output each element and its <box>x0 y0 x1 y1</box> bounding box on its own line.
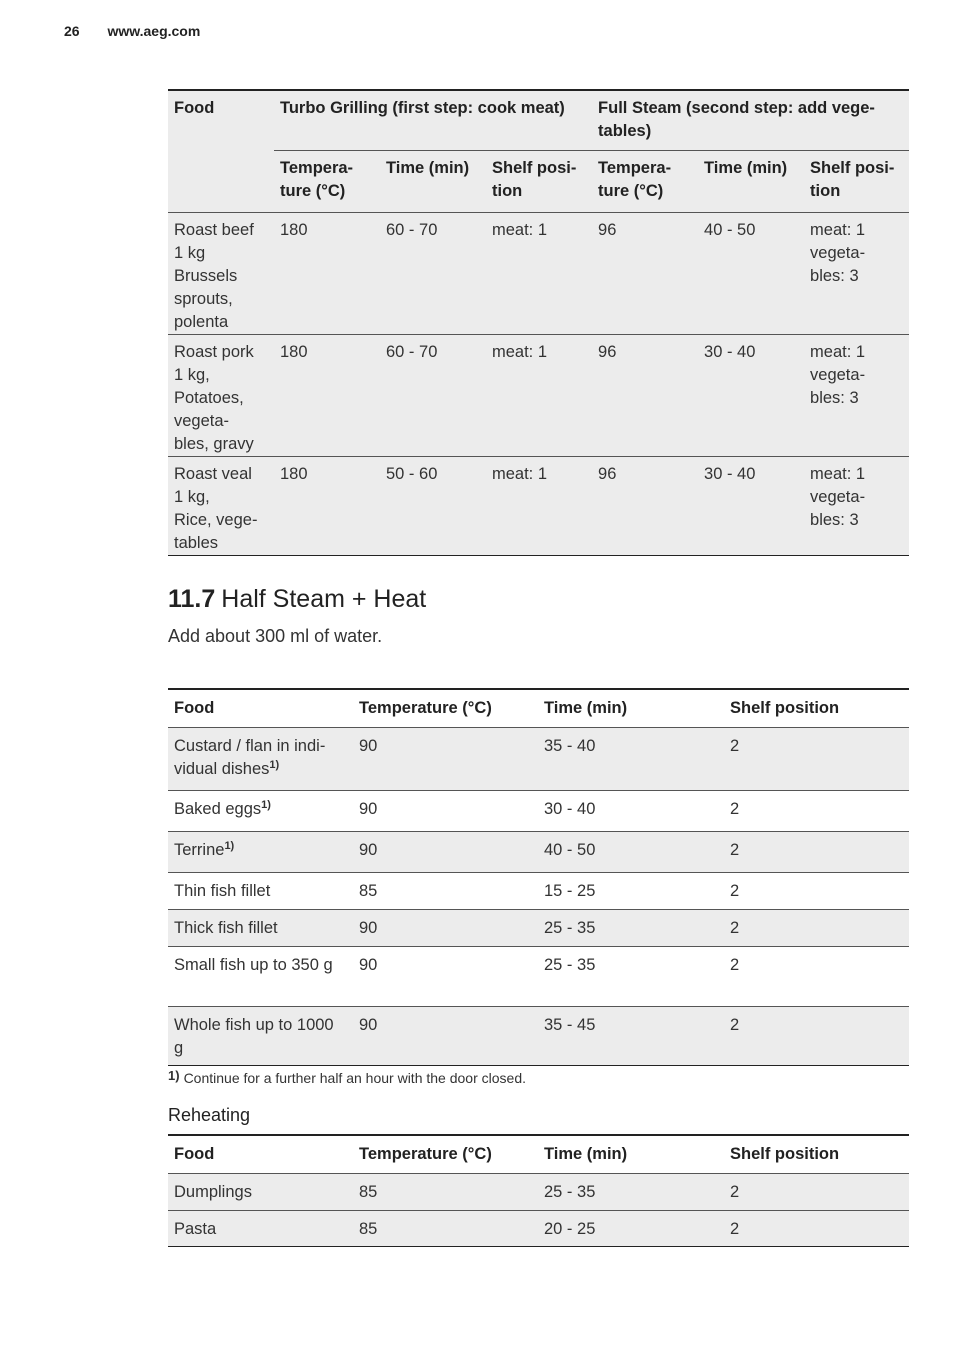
footnote <box>168 1068 526 1086</box>
table-row <box>168 335 909 457</box>
table-row <box>168 1007 909 1066</box>
food-name: Baked eggs <box>174 800 262 818</box>
shelf-cell <box>804 457 909 556</box>
sub-header: Tempera-ture (°C) <box>592 151 698 213</box>
food-header: Food <box>168 90 274 213</box>
temperature-cell: 90 <box>353 728 538 791</box>
sub-header: Time (min) <box>698 151 804 213</box>
food-name: Custard / flan in indi-vidual dishes <box>174 737 326 778</box>
temperature-cell: 180 <box>274 457 380 556</box>
shelf-cell: meat: 1 <box>486 457 592 556</box>
shelf-cell: 2 <box>724 1007 909 1066</box>
table-row <box>168 1211 909 1247</box>
page-number: 26 <box>64 23 80 39</box>
food-line: 1 kg, <box>174 488 210 506</box>
footnote-marker: 1) <box>224 840 235 852</box>
food-cell: Whole fish up to 1000 g <box>168 1007 353 1066</box>
food-line: 1 kg <box>174 244 206 262</box>
time-cell: 40 - 50 <box>538 832 724 873</box>
food-line: bles, gravy <box>174 435 254 453</box>
table-row <box>168 728 909 791</box>
time-cell: 25 - 35 <box>538 1174 724 1211</box>
food-cell <box>168 335 274 457</box>
food-line: Roast beef <box>174 221 254 239</box>
food-header: Food <box>168 689 353 728</box>
food-cell <box>168 832 353 873</box>
shelf-line: vegeta- <box>810 366 866 384</box>
temperature-cell: 90 <box>353 832 538 873</box>
shelf-cell <box>804 335 909 457</box>
time-cell: 40 - 50 <box>698 213 804 335</box>
full-steam-header: Full Steam (second step: add vege-tables) <box>592 90 909 151</box>
table-row <box>168 873 909 910</box>
shelf-cell: 2 <box>724 832 909 873</box>
food-line: polenta <box>174 313 229 331</box>
food-cell: Pasta <box>168 1211 353 1247</box>
time-cell: 25 - 35 <box>538 947 724 1007</box>
food-line: vegeta- <box>174 412 230 430</box>
time-cell: 60 - 70 <box>380 335 486 457</box>
temperature-cell: 90 <box>353 1007 538 1066</box>
table-row <box>168 832 909 873</box>
food-cell: Thin fish fillet <box>168 873 353 910</box>
temperature-cell: 90 <box>353 947 538 1007</box>
shelf-cell: 2 <box>724 728 909 791</box>
temperature-cell: 180 <box>274 213 380 335</box>
section-intro: Add about 300 ml of water. <box>168 626 383 646</box>
time-cell: 15 - 25 <box>538 873 724 910</box>
temperature-cell: 85 <box>353 1174 538 1211</box>
food-line: Brussels <box>174 267 238 285</box>
food-line: 1 kg, <box>174 366 210 384</box>
time-cell: 25 - 35 <box>538 910 724 947</box>
food-line: Potatoes, <box>174 389 244 407</box>
shelf-line: meat: 1 <box>810 221 866 239</box>
sub-header: Shelf posi-tion <box>486 151 592 213</box>
table-row <box>168 910 909 947</box>
food-cell: Thick fish fillet <box>168 910 353 947</box>
shelf-line: meat: 1 <box>810 465 866 483</box>
page-header <box>64 23 224 39</box>
shelf-cell: 2 <box>724 791 909 832</box>
sub-header: Tempera-ture (°C) <box>274 151 380 213</box>
temperature-header: Temperature (°C) <box>353 1135 538 1174</box>
shelf-line: bles: 3 <box>810 389 859 407</box>
shelf-line: bles: 3 <box>810 267 859 285</box>
temperature-cell: 90 <box>353 910 538 947</box>
food-header: Food <box>168 1135 353 1174</box>
temperature-cell: 96 <box>592 457 698 556</box>
time-cell: 30 - 40 <box>698 335 804 457</box>
time-header: Time (min) <box>538 689 724 728</box>
turbo-grilling-header: Turbo Grilling (first step: cook meat) <box>274 90 592 151</box>
footnote-marker: 1) <box>269 759 280 771</box>
table-row <box>168 947 909 1007</box>
time-cell: 35 - 45 <box>538 1007 724 1066</box>
table-row <box>168 213 909 335</box>
shelf-cell: meat: 1 <box>486 335 592 457</box>
shelf-header: Shelf position <box>724 1135 909 1174</box>
food-line: Roast veal <box>174 465 252 483</box>
shelf-header: Shelf position <box>724 689 909 728</box>
food-name: Terrine <box>174 841 225 859</box>
shelf-cell: 2 <box>724 873 909 910</box>
food-cell <box>168 791 353 832</box>
footnote-marker: 1) <box>168 1068 180 1083</box>
footnote-text: Continue for a further half an hour with the door closed. <box>183 1070 526 1086</box>
time-header: Time (min) <box>538 1135 724 1174</box>
shelf-line: meat: 1 <box>810 343 866 361</box>
footnote-marker: 1) <box>261 799 271 811</box>
temperature-header: Temperature (°C) <box>353 689 538 728</box>
time-cell: 30 - 40 <box>698 457 804 556</box>
half-steam-table <box>168 688 909 1066</box>
shelf-line: bles: 3 <box>810 511 859 529</box>
food-cell <box>168 213 274 335</box>
shelf-cell <box>804 213 909 335</box>
section-number: 11.7 <box>168 585 216 613</box>
shelf-cell: 2 <box>724 1211 909 1247</box>
food-cell <box>168 457 274 556</box>
food-cell: Dumplings <box>168 1174 353 1211</box>
time-cell: 60 - 70 <box>380 213 486 335</box>
table-row <box>168 791 909 832</box>
temperature-cell: 96 <box>592 213 698 335</box>
table-row <box>168 1174 909 1211</box>
shelf-cell: meat: 1 <box>486 213 592 335</box>
temperature-cell: 85 <box>353 873 538 910</box>
shelf-cell: 2 <box>724 910 909 947</box>
food-line: sprouts, <box>174 290 233 308</box>
time-cell: 30 - 40 <box>538 791 724 832</box>
combined-cooking-table <box>168 89 909 556</box>
food-line: Roast pork <box>174 343 254 361</box>
shelf-cell: 2 <box>724 1174 909 1211</box>
sub-header: Time (min) <box>380 151 486 213</box>
food-cell <box>168 728 353 791</box>
food-line: Rice, vege- <box>174 511 258 529</box>
section-title <box>168 585 426 614</box>
reheating-heading: Reheating <box>168 1105 251 1125</box>
temperature-cell: 180 <box>274 335 380 457</box>
temperature-cell: 85 <box>353 1211 538 1247</box>
table-row <box>168 457 909 556</box>
food-line: tables <box>174 534 219 552</box>
temperature-cell: 96 <box>592 335 698 457</box>
food-cell: Small fish up to 350 g <box>168 947 353 1007</box>
section-heading: Half Steam + Heat <box>221 585 427 613</box>
shelf-line: vegeta- <box>810 244 866 262</box>
shelf-line: vegeta- <box>810 488 866 506</box>
time-cell: 20 - 25 <box>538 1211 724 1247</box>
sub-header: Shelf posi-tion <box>804 151 909 213</box>
temperature-cell: 90 <box>353 791 538 832</box>
shelf-cell: 2 <box>724 947 909 1007</box>
time-cell: 50 - 60 <box>380 457 486 556</box>
website-url: www.aeg.com <box>107 23 201 39</box>
reheating-table <box>168 1134 909 1247</box>
time-cell: 35 - 40 <box>538 728 724 791</box>
